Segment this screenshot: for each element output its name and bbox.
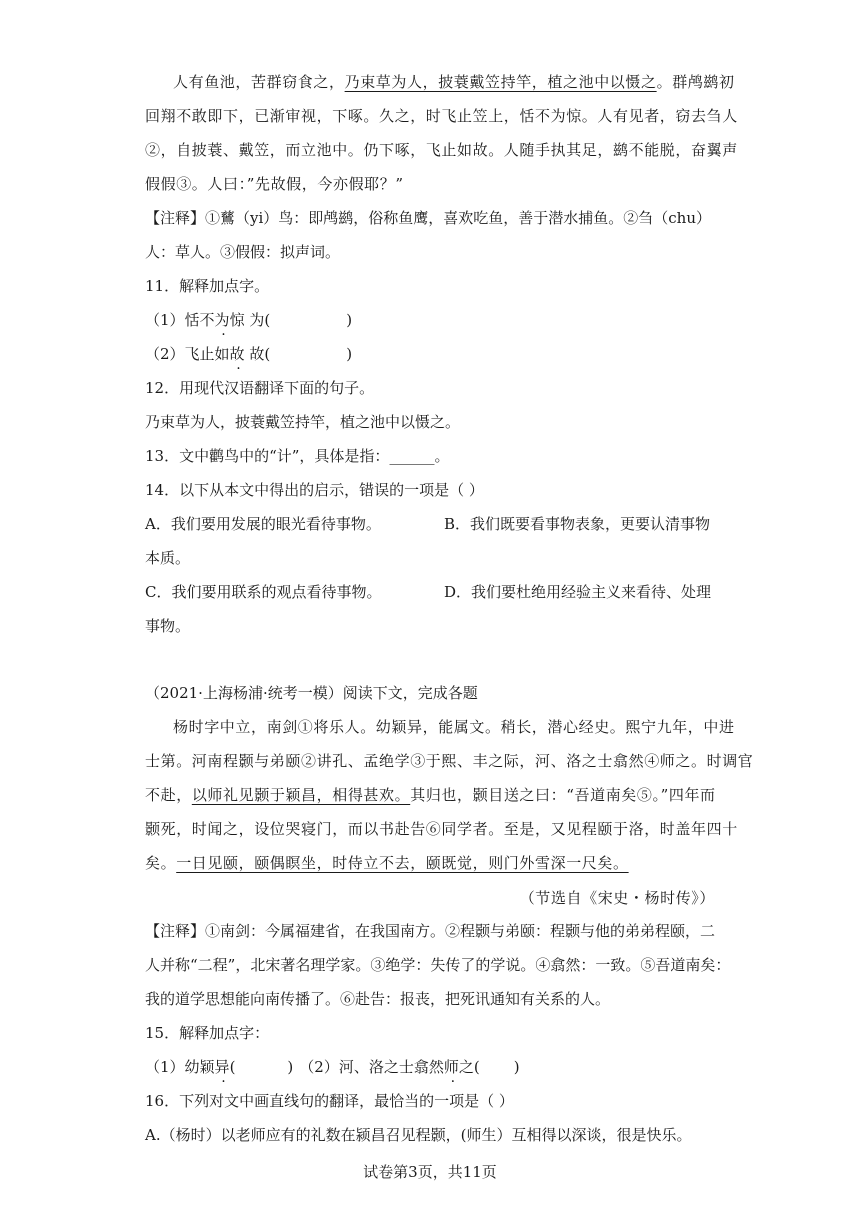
underlined-sentence: 以师礼见颢于颖昌，相得甚欢。 <box>191 786 411 804</box>
passage2-line-1: 杨时字中立，南剑①将乐人。幼颖异，能属文。稍长，潜心经史。熙宁九年，中进 <box>173 718 735 736</box>
underlined-sentence: 一日见颐，颐偶瞑坐，时侍立不去，颐既觉，则门外雪深一尺矣。 <box>176 854 629 872</box>
passage2-citation: （节选自《宋史・杨时传》） <box>519 889 715 907</box>
page-footer: 试卷第3页，共11页 <box>363 1163 497 1181</box>
passage1-line-4: 假假③。人曰：”先故假，今亦假耶？” <box>145 175 404 193</box>
q13-stem: 13．文中鹳鸟中的“计”，具体是指：______。 <box>145 447 450 465</box>
passage2-line-4: 颢死，时闻之，设位哭寝门，而以书赴告⑥同学者。至是，又见程颐于洛，时盖年四十 <box>145 820 738 838</box>
option-d[interactable]: D．我们要杜绝用经验主义来看待、处理 <box>444 583 712 601</box>
q14-stem: 14．以下从本文中得出的启示，错误的一项是（ ） <box>145 481 484 499</box>
q11-stem: 11．解释加点字。 <box>145 277 270 295</box>
q11-item-2: （2）飞止如故 故( ) <box>145 345 353 363</box>
note1-line-2: 人：草人。③假假：拟声词。 <box>145 243 341 261</box>
q15-items: （1）幼颖异( ) （2）河、洛之士翕然师之( ) <box>145 1058 520 1076</box>
option-b-cont: 本质。 <box>145 549 191 567</box>
note2-line-1: 【注释】①南剑：今属福建省，在我国南方。②程颢与弟颐：程颢与他的弟弟程颐，二 <box>145 922 716 940</box>
option-c[interactable]: C．我们要用联系的观点看待事物。 <box>145 583 382 601</box>
passage1-line-1: 人有鱼池，苦群窃食之，乃束草为人，披蓑戴笠持竿，植之池中以慑之。群鸬鹚初 <box>173 73 735 91</box>
passage1-line-2: 回翔不敢即下，已渐审视，下啄。久之，时飞止笠上，恬不为惊。人有见者，窃去刍人 <box>145 107 738 125</box>
q12-sentence: 乃束草为人，披蓑戴笠持竿，植之池中以慑之。 <box>145 413 461 431</box>
q14-options-ab <box>145 514 381 534</box>
q12-stem: 12．用现代汉语翻译下面的句子。 <box>145 379 375 397</box>
q16-option-a[interactable]: A.（杨时）以老师应有的礼数在颍昌召见程颢，(师生）互相得以深谈，很是快乐。 <box>145 1126 692 1144</box>
note1-line-1: 【注释】①鶿（yi）鸟：即鸬鹚，俗称鱼鹰，喜欢吃鱼，善于潜水捕鱼。②刍（chu） <box>145 209 711 227</box>
q16-stem: 16．下列对文中画直线句的翻译，最恰当的一项是（ ） <box>145 1092 514 1110</box>
passage2-source: （2021·上海杨浦·统考一模）阅读下文，完成各题 <box>145 684 478 702</box>
answer-blank[interactable]: ______ <box>389 447 435 465</box>
underlined-sentence: 乃束草为人，披蓑戴笠持竿，植之池中以慑之 <box>344 73 657 91</box>
q15-stem: 15．解释加点字： <box>145 1024 270 1042</box>
q11-item-1: （1）恬不为惊 为( ) <box>145 311 353 329</box>
option-b[interactable]: B．我们既要看事物表象，更要认清事物 <box>444 515 711 533</box>
note2-line-2: 人并称“二程”，北宋著名理学家。③绝学：失传了的学说。④翕然：一致。⑤吾道南矣： <box>145 956 731 974</box>
option-d-cont: 事物。 <box>145 617 191 635</box>
note2-line-3: 我的道学思想能向南传播了。⑥赴告：报丧，把死讯通知有关系的人。 <box>145 990 611 1008</box>
option-a[interactable]: A．我们要用发展的眼光看待事物。 <box>145 515 381 533</box>
passage2-line-2: 士第。河南程颢与弟颐②讲孔、孟绝学③于熙、丰之际，河、洛之士翕然④师之。时调官 <box>145 752 754 770</box>
passage2-line-3: 不赴，以师礼见颢于颖昌，相得甚欢。其归也，颢目送之曰：“吾道南矣⑤。”四年而 <box>145 786 716 804</box>
passage2-line-5: 矣。一日见颐，颐偶瞑坐，时侍立不去，颐既觉，则门外雪深一尺矣。 <box>145 854 629 872</box>
passage1-line-3: ②，自披蓑、戴笠，而立池中。仍下啄，飞止如故。人随手执其足，鹚不能脱，奋翼声 <box>145 141 738 159</box>
